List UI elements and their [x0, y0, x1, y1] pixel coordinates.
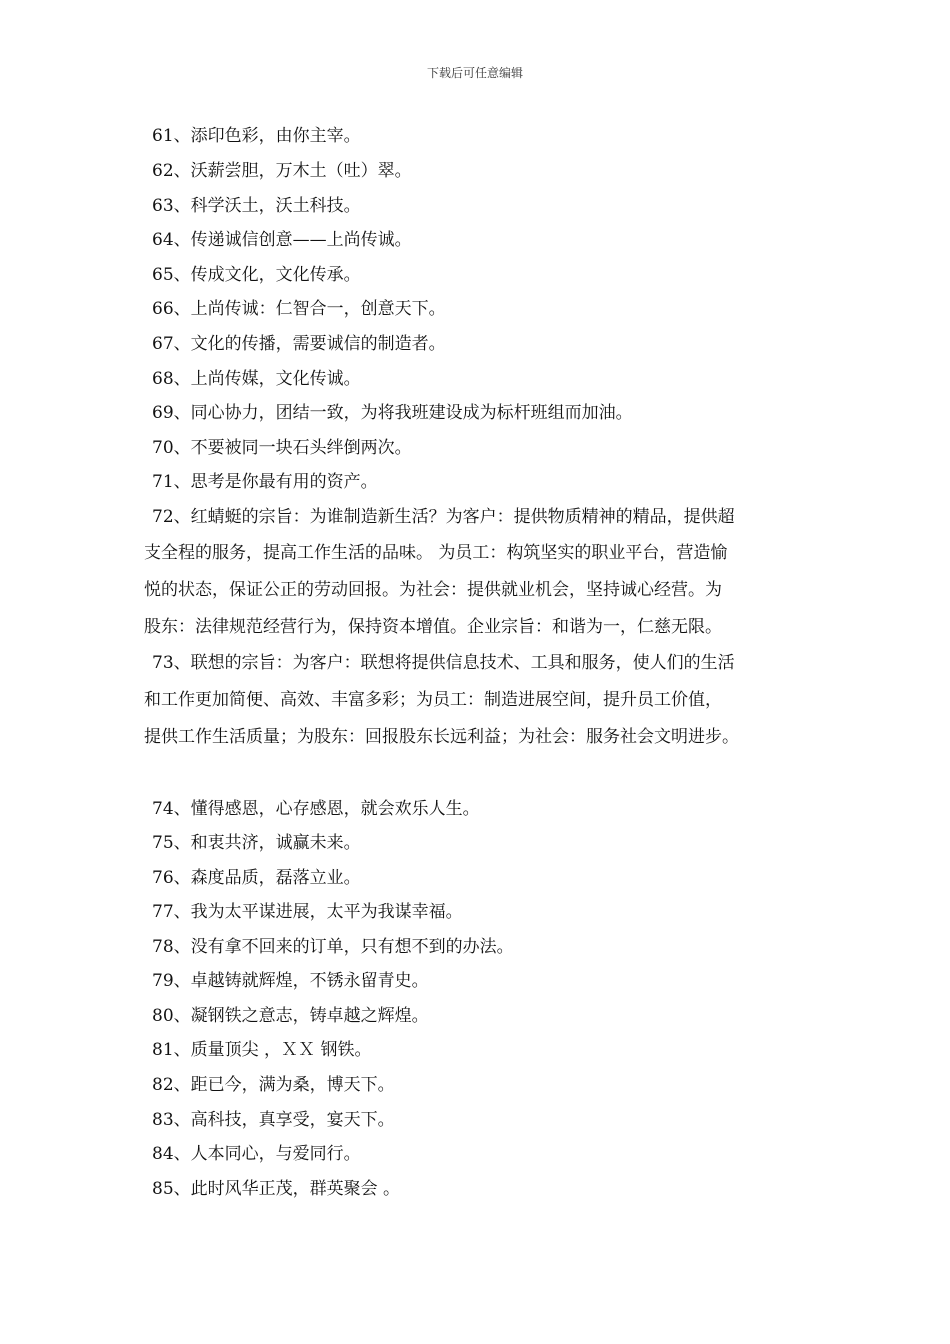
paragraph-line: 股东：法律规范经营行为，保持资本增值。企业宗旨：和谐为一，仁慈无限。	[144, 617, 722, 637]
list-item: 81、质量顶尖 ，ＸＸ 钢铁。	[152, 1040, 372, 1060]
list-item: 83、高科技，真享受，宴天下。	[152, 1110, 395, 1130]
list-item: 77、我为太平谋进展，太平为我谋幸福。	[152, 902, 463, 922]
list-item: 70、不要被同一块石头绊倒两次。	[152, 438, 412, 458]
paragraph-line: 和工作更加简便、高效、丰富多彩；为员工：制造进展空间，提升员工价值，	[144, 690, 722, 710]
paragraph-line: 支全程的服务，提高工作生活的品味。 为员工：构筑坚实的职业平台，营造愉	[144, 543, 728, 563]
list-item: 80、凝钢铁之意志，铸卓越之辉煌。	[152, 1006, 429, 1026]
list-item: 65、传成文化，文化传承。	[152, 265, 361, 285]
list-item: 68、上尚传媒，文化传诚。	[152, 369, 361, 389]
list-item: 75、和衷共济，诚赢未来。	[152, 833, 361, 853]
paragraph-line: 73、联想的宗旨：为客户：联想将提供信息技术、工具和服务，使人们的生活	[152, 653, 735, 673]
list-item: 62、沃薪尝胆，万木土（吐）翠。	[152, 161, 412, 181]
list-item: 82、距已今，满为桑，博天下。	[152, 1075, 395, 1095]
list-item: 85、此时风华正茂，群英聚会 。	[152, 1179, 401, 1199]
list-item: 61、添印色彩，由你主宰。	[152, 126, 361, 146]
list-item: 79、卓越铸就辉煌，不锈永留青史。	[152, 971, 429, 991]
list-item: 84、人本同心，与爱同行。	[152, 1144, 361, 1164]
list-item: 71、思考是你最有用的资产。	[152, 472, 378, 492]
list-item: 74、懂得感恩，心存感恩，就会欢乐人生。	[152, 799, 480, 819]
list-item: 78、没有拿不回来的订单，只有想不到的办法。	[152, 937, 514, 957]
list-item: 66、上尚传诚：仁智合一，创意天下。	[152, 299, 446, 319]
list-item: 64、传递诚信创意——上尚传诚。	[152, 230, 412, 250]
list-item: 69、同心协力，团结一致，为将我班建设成为标杆班组而加油。	[152, 403, 633, 423]
page-header: 下载后可任意编辑	[426, 66, 523, 80]
paragraph-line: 悦的状态，保证公正的劳动回报。为社会：提供就业机会，坚持诚心经营。为	[144, 580, 722, 600]
paragraph-line: 72、红蜻蜓的宗旨：为谁制造新生活？为客户：提供物质精神的精品，提供超	[152, 507, 735, 527]
list-item: 67、文化的传播，需要诚信的制造者。	[152, 334, 446, 354]
paragraph-line: 提供工作生活质量；为股东：回报股东长远利益；为社会：服务社会文明进步。	[144, 727, 739, 747]
list-item: 76、森度品质，磊落立业。	[152, 868, 361, 888]
list-item: 63、科学沃土，沃土科技。	[152, 196, 361, 216]
